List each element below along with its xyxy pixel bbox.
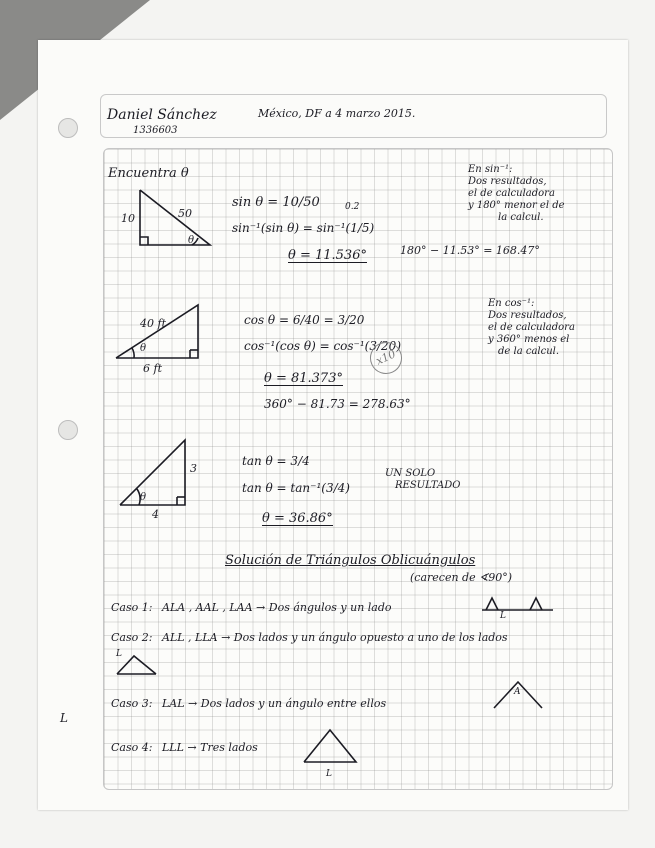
triangle-1-angle: θ <box>188 235 195 246</box>
case-3-label: Caso 3: <box>111 697 153 710</box>
case-4-fig-letter: L <box>326 769 332 779</box>
case-1-figure <box>478 588 558 618</box>
eq2-alt: 360° − 81.73 = 278.63° <box>264 397 411 411</box>
triangle-2-hyp: 40 ft <box>140 317 166 330</box>
note-1-line: y 180° menor el de <box>468 200 565 211</box>
case-1-fig-letter: L <box>500 611 506 621</box>
note-1-line: la calcul. <box>498 212 544 223</box>
problem-title: Encuentra θ <box>108 166 189 181</box>
place-date: México, DF a 4 marzo 2015. <box>258 107 416 120</box>
note-2-line: y 360° menos el <box>488 334 570 345</box>
note-2-line: Dos resultados, <box>488 310 567 321</box>
eq3-line1: tan θ = 3/4 <box>242 454 310 468</box>
eq1-sup: 0.2 <box>345 202 360 212</box>
eq2-line2: cos⁻¹(cos θ) = cos⁻¹(3/20) <box>244 339 401 353</box>
case-1-label: Caso 1: <box>111 601 153 614</box>
triangle-1-leg: 10 <box>121 212 135 225</box>
triangle-2-angle: θ <box>140 343 147 354</box>
case-4-label: Caso 4: <box>111 741 153 754</box>
triangle-1-hyp: 50 <box>178 207 192 220</box>
triangle-2-figure <box>108 300 208 370</box>
note-3-line: UN SOLO <box>385 468 436 479</box>
case-2-label: Caso 2: <box>111 631 153 644</box>
case-3-text: LAL → Dos lados y un ángulo entre ellos <box>162 697 387 710</box>
case-1-text: ALA , AAL , LAA → Dos ángulos y un lado <box>162 601 392 614</box>
punch-hole-top <box>58 118 78 138</box>
eq1-line2: sin⁻¹(sin θ) = sin⁻¹(1/5) <box>232 221 375 235</box>
section-title: Solución de Triángulos Oblicuángulos <box>225 553 476 568</box>
eq3-line2: tan θ = tan⁻¹(3/4) <box>242 481 350 495</box>
case-2-text: ALL , LLA → Dos lados y un ángulo opuesto a uno de los lados <box>162 631 508 644</box>
margin-mark: L <box>60 711 68 725</box>
note-3-line: RESULTADO <box>395 480 461 491</box>
case-2-fig-letter: L <box>116 649 122 659</box>
punch-hole-middle <box>58 420 78 440</box>
case-4-text: LLL → Tres lados <box>162 741 258 754</box>
note-3 <box>385 468 461 492</box>
case-3-fig-letter: A <box>514 687 521 697</box>
triangle-3-figure <box>115 435 205 515</box>
note-2-line: de la calcul. <box>498 346 560 357</box>
triangle-2-base: 6 ft <box>143 362 162 375</box>
note-2-line: En cos⁻¹: <box>488 298 535 309</box>
triangle-3-adj: 4 <box>152 508 159 521</box>
eq2-line1: cos θ = 6/40 = 3/20 <box>244 313 365 327</box>
triangle-1-figure <box>120 185 220 255</box>
student-id: 1336603 <box>133 125 178 136</box>
note-2 <box>488 298 575 358</box>
eq3-result: θ = 36.86° <box>262 511 333 526</box>
note-1-line: En sin⁻¹: <box>468 164 513 175</box>
triangle-3-angle: θ <box>140 492 147 503</box>
note-2-line: el de calculadora <box>488 322 575 333</box>
section-subtitle: (carecen de ∢90°) <box>410 571 513 584</box>
note-1-line: el de calculadora <box>468 188 555 199</box>
eq1-alt: 180° − 11.53° = 168.47° <box>400 244 540 257</box>
student-name: Daniel Sánchez <box>107 107 217 123</box>
eq2-result: θ = 81.373° <box>264 371 343 386</box>
eq1-line1: sin θ = 10/50 <box>232 195 320 210</box>
note-1-line: Dos resultados, <box>468 176 547 187</box>
case-4-figure <box>300 722 360 772</box>
triangle-3-opp: 3 <box>190 462 197 475</box>
eq1-result: θ = 11.536° <box>288 248 367 263</box>
grade-stamp: x10 <box>365 337 408 380</box>
note-1 <box>468 164 565 224</box>
